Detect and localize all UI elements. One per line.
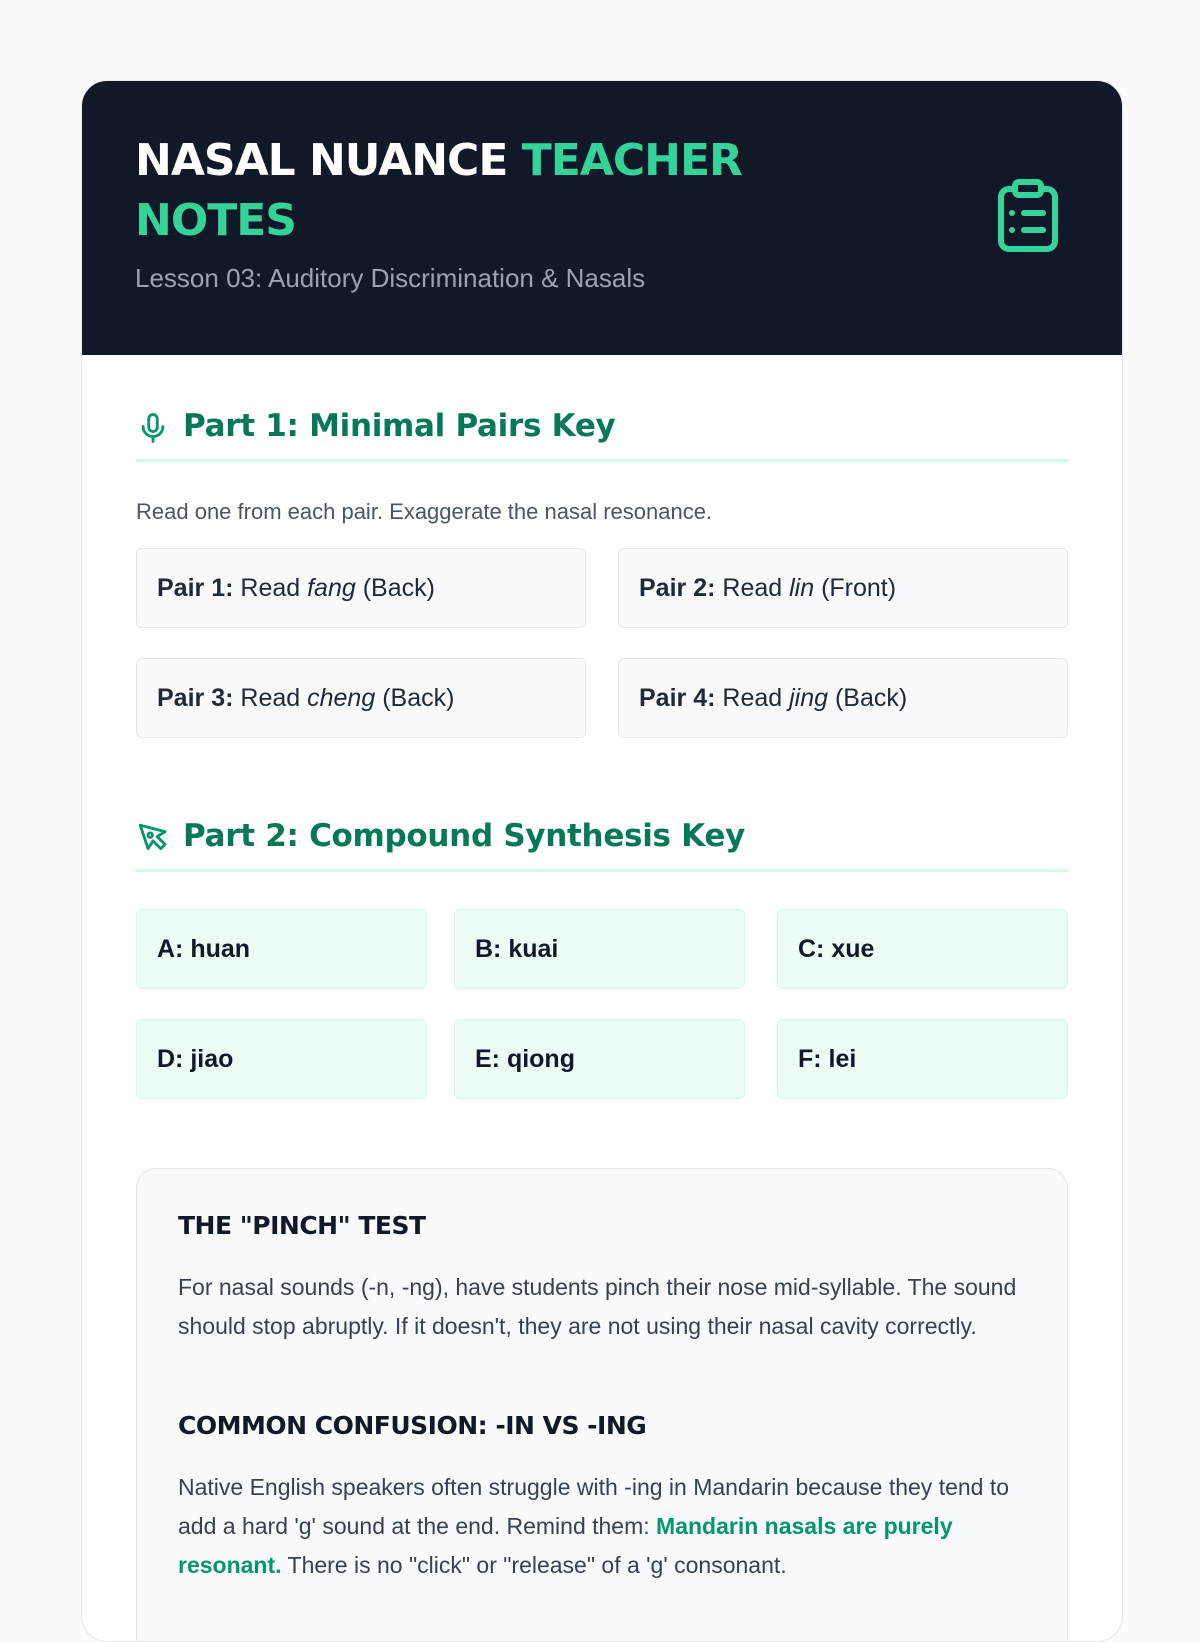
pair-label: Pair 3: — [157, 684, 234, 712]
confusion-highlight: Mandarin nasals are purely resonant. — [178, 1513, 953, 1578]
pair-word: jing — [789, 684, 829, 712]
part2-heading — [136, 811, 1068, 872]
answer-card: F: lei — [777, 1019, 1068, 1099]
pair-verb: Read — [722, 574, 783, 602]
answer-card: E: qiong — [454, 1019, 745, 1099]
pair-word: lin — [789, 574, 815, 602]
part1-title: Part 1: Minimal Pairs Key — [183, 408, 616, 444]
pair-word: cheng — [307, 684, 376, 712]
title-main: NASAL NUANCE — [135, 135, 508, 186]
pair-verb: Read — [240, 684, 301, 712]
pair-card — [136, 658, 586, 738]
pen-nib-icon — [136, 821, 170, 855]
pair-note: (Back) — [382, 684, 455, 712]
confusion-heading: COMMON CONFUSION: -IN VS -ING — [178, 1411, 647, 1440]
pair-label: Pair 1: — [157, 574, 234, 602]
pair-verb: Read — [240, 574, 301, 602]
pair-note: (Back) — [362, 574, 435, 602]
page-title — [135, 131, 895, 251]
confusion-text-after: There is no "click" or "release" of a 'g' consonant. — [287, 1552, 787, 1578]
part1-heading — [136, 401, 1068, 462]
pair-label: Pair 2: — [639, 574, 716, 602]
pair-card — [136, 548, 586, 628]
confusion-text-before: Native English speakers often struggle with -ing in Mandarin because they tend to add a hard 'g' sound at the end. Remind them: — [178, 1474, 1010, 1539]
title-accent: TEACHER NOTES — [135, 135, 742, 246]
pinch-test-text: For nasal sounds (-n, -ng), have students pinch their nose mid-syllable. The sound should stop abruptly. If it doesn't, they are not using their nasal cavity correctly. — [178, 1274, 1017, 1339]
answer-card: A: huan — [136, 909, 427, 989]
pinch-test-heading: THE "PINCH" TEST — [178, 1211, 426, 1240]
teacher-notes-card — [81, 80, 1123, 1642]
teaching-notes-box — [136, 1168, 1068, 1642]
answer-card: C: xue — [777, 909, 1068, 989]
lesson-subtitle: Lesson 03: Auditory Discrimination & Nasals — [135, 263, 646, 293]
pair-word: fang — [307, 574, 356, 602]
part1-intro: Read one from each pair. Exaggerate the nasal resonance. — [136, 499, 713, 524]
microphone-icon — [136, 411, 170, 445]
clipboard-list-icon — [997, 179, 1059, 253]
pair-note: (Front) — [821, 574, 897, 602]
pair-card — [618, 658, 1068, 738]
pair-verb: Read — [722, 684, 783, 712]
part2-title: Part 2: Compound Synthesis Key — [183, 818, 745, 854]
pair-card — [618, 548, 1068, 628]
pair-label: Pair 4: — [639, 684, 716, 712]
answer-card: B: kuai — [454, 909, 745, 989]
header-banner — [82, 81, 1122, 355]
pair-note: (Back) — [834, 684, 908, 712]
confusion-text — [178, 1468, 1028, 1585]
answer-card: D: jiao — [136, 1019, 427, 1099]
